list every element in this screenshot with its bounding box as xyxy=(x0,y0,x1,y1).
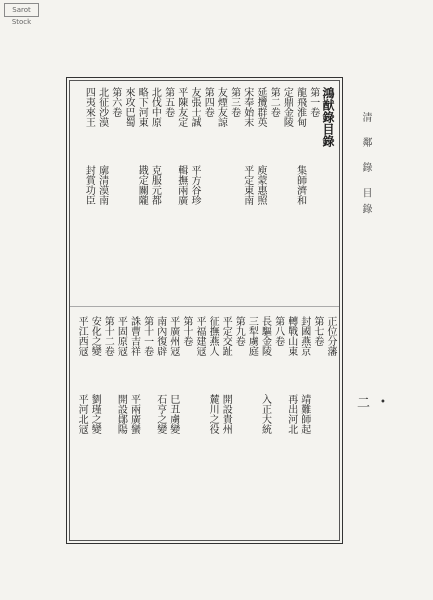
side-header: 清 鄰 錄 目錄 xyxy=(360,112,371,220)
chapter-heading: 第七卷 xyxy=(311,316,323,346)
chapter-heading: 第十一卷 xyxy=(141,316,153,356)
chapter-heading: 第八卷 xyxy=(272,316,284,346)
stock-stamp: Sarot Stock xyxy=(4,3,39,17)
toc-entry: 三犁虜庭 xyxy=(246,316,258,356)
toc-entry: 略下河東 xyxy=(136,87,148,127)
page-dot: • xyxy=(380,397,386,408)
toc-entry: 再出河北 xyxy=(285,394,297,434)
chapter-heading: 第九卷 xyxy=(233,316,245,346)
toc-entry: 輯撫兩廣 xyxy=(175,165,187,205)
toc-entry: 南內復辟 xyxy=(154,316,166,356)
toc-entry: 定鼎金陵 xyxy=(281,87,293,127)
page-number: 二 xyxy=(357,396,371,411)
toc-entry: 劉瑾之變 xyxy=(89,394,101,434)
toc-entry: 平兩廣蠻 xyxy=(128,394,140,434)
toc-title: 鴻猷錄目錄 xyxy=(321,87,335,147)
toc-entry: 北伐中原 xyxy=(149,87,161,127)
toc-entry: 巳丑虜變 xyxy=(167,394,179,434)
toc-entry: 安化之變 xyxy=(89,316,101,356)
toc-entry: 克服元都 xyxy=(149,165,161,205)
toc-entry: 平定交趾 xyxy=(220,316,232,356)
toc-entry: 平江西冦 xyxy=(76,316,88,356)
chapter-heading: 第五卷 xyxy=(162,87,174,117)
toc-entry: 北征沙漠 xyxy=(96,87,108,127)
toc-entry: 開設貴州 xyxy=(220,394,232,434)
toc-entry: 友張士誠 xyxy=(189,87,200,127)
toc-entry: 來攻巴蜀 xyxy=(123,87,134,127)
page-inner-border xyxy=(69,80,340,541)
toc-entry: 平福建冦 xyxy=(194,316,205,356)
chapter-heading: 第三卷 xyxy=(228,87,240,117)
chapter-heading: 第二卷 xyxy=(268,87,280,117)
chapter-heading: 第一卷 xyxy=(307,87,319,117)
toc-entry: 四夷來王 xyxy=(83,87,95,127)
toc-entry: 戡定關隴 xyxy=(136,165,148,205)
toc-entry: 平固原冦 xyxy=(115,316,127,356)
chapter-heading: 第六卷 xyxy=(109,87,121,117)
toc-entry: 延攬群英 xyxy=(255,87,266,127)
toc-entry: 誅曹吉祥 xyxy=(128,316,140,356)
toc-entry: 靖難師起 xyxy=(298,394,310,434)
toc-entry: 平河北冦 xyxy=(76,394,88,434)
toc-entry: 轉戰山東 xyxy=(285,316,297,356)
toc-entry: 封國燕京 xyxy=(298,316,310,356)
toc-entry: 平陳友定 xyxy=(175,87,187,127)
chapter-heading: 第十二卷 xyxy=(102,316,114,356)
toc-entry: 征撫燕人 xyxy=(207,316,219,356)
toc-entry: 集師濟和 xyxy=(294,165,306,205)
toc-entry: 石亨之變 xyxy=(154,394,166,434)
chapter-heading: 第十卷 xyxy=(180,316,192,346)
section-divider xyxy=(70,306,339,307)
toc-entry: 入正大統 xyxy=(259,394,271,434)
toc-entry: 麓川之役 xyxy=(207,394,219,434)
toc-entry: 開設鄖陽 xyxy=(115,394,127,434)
toc-entry: 廓清漠南 xyxy=(96,165,108,205)
toc-entry: 正位分藩 xyxy=(325,316,336,356)
toc-entry: 宋奉始末 xyxy=(241,87,253,127)
toc-entry: 平定東南 xyxy=(241,165,253,205)
toc-entry: 庾蒙惠照 xyxy=(255,165,266,205)
toc-entry: 封賞功臣 xyxy=(83,165,95,205)
toc-entry: 平廣州冦 xyxy=(167,316,179,356)
page-frame xyxy=(66,77,343,544)
toc-entry: 長驅金陵 xyxy=(259,316,271,356)
toc-entry: 龍飛淮甸 xyxy=(294,87,306,127)
chapter-heading: 第四卷 xyxy=(202,87,214,117)
toc-entry: 友煙友諒 xyxy=(215,87,227,127)
toc-entry: 平方谷珍 xyxy=(189,165,200,205)
